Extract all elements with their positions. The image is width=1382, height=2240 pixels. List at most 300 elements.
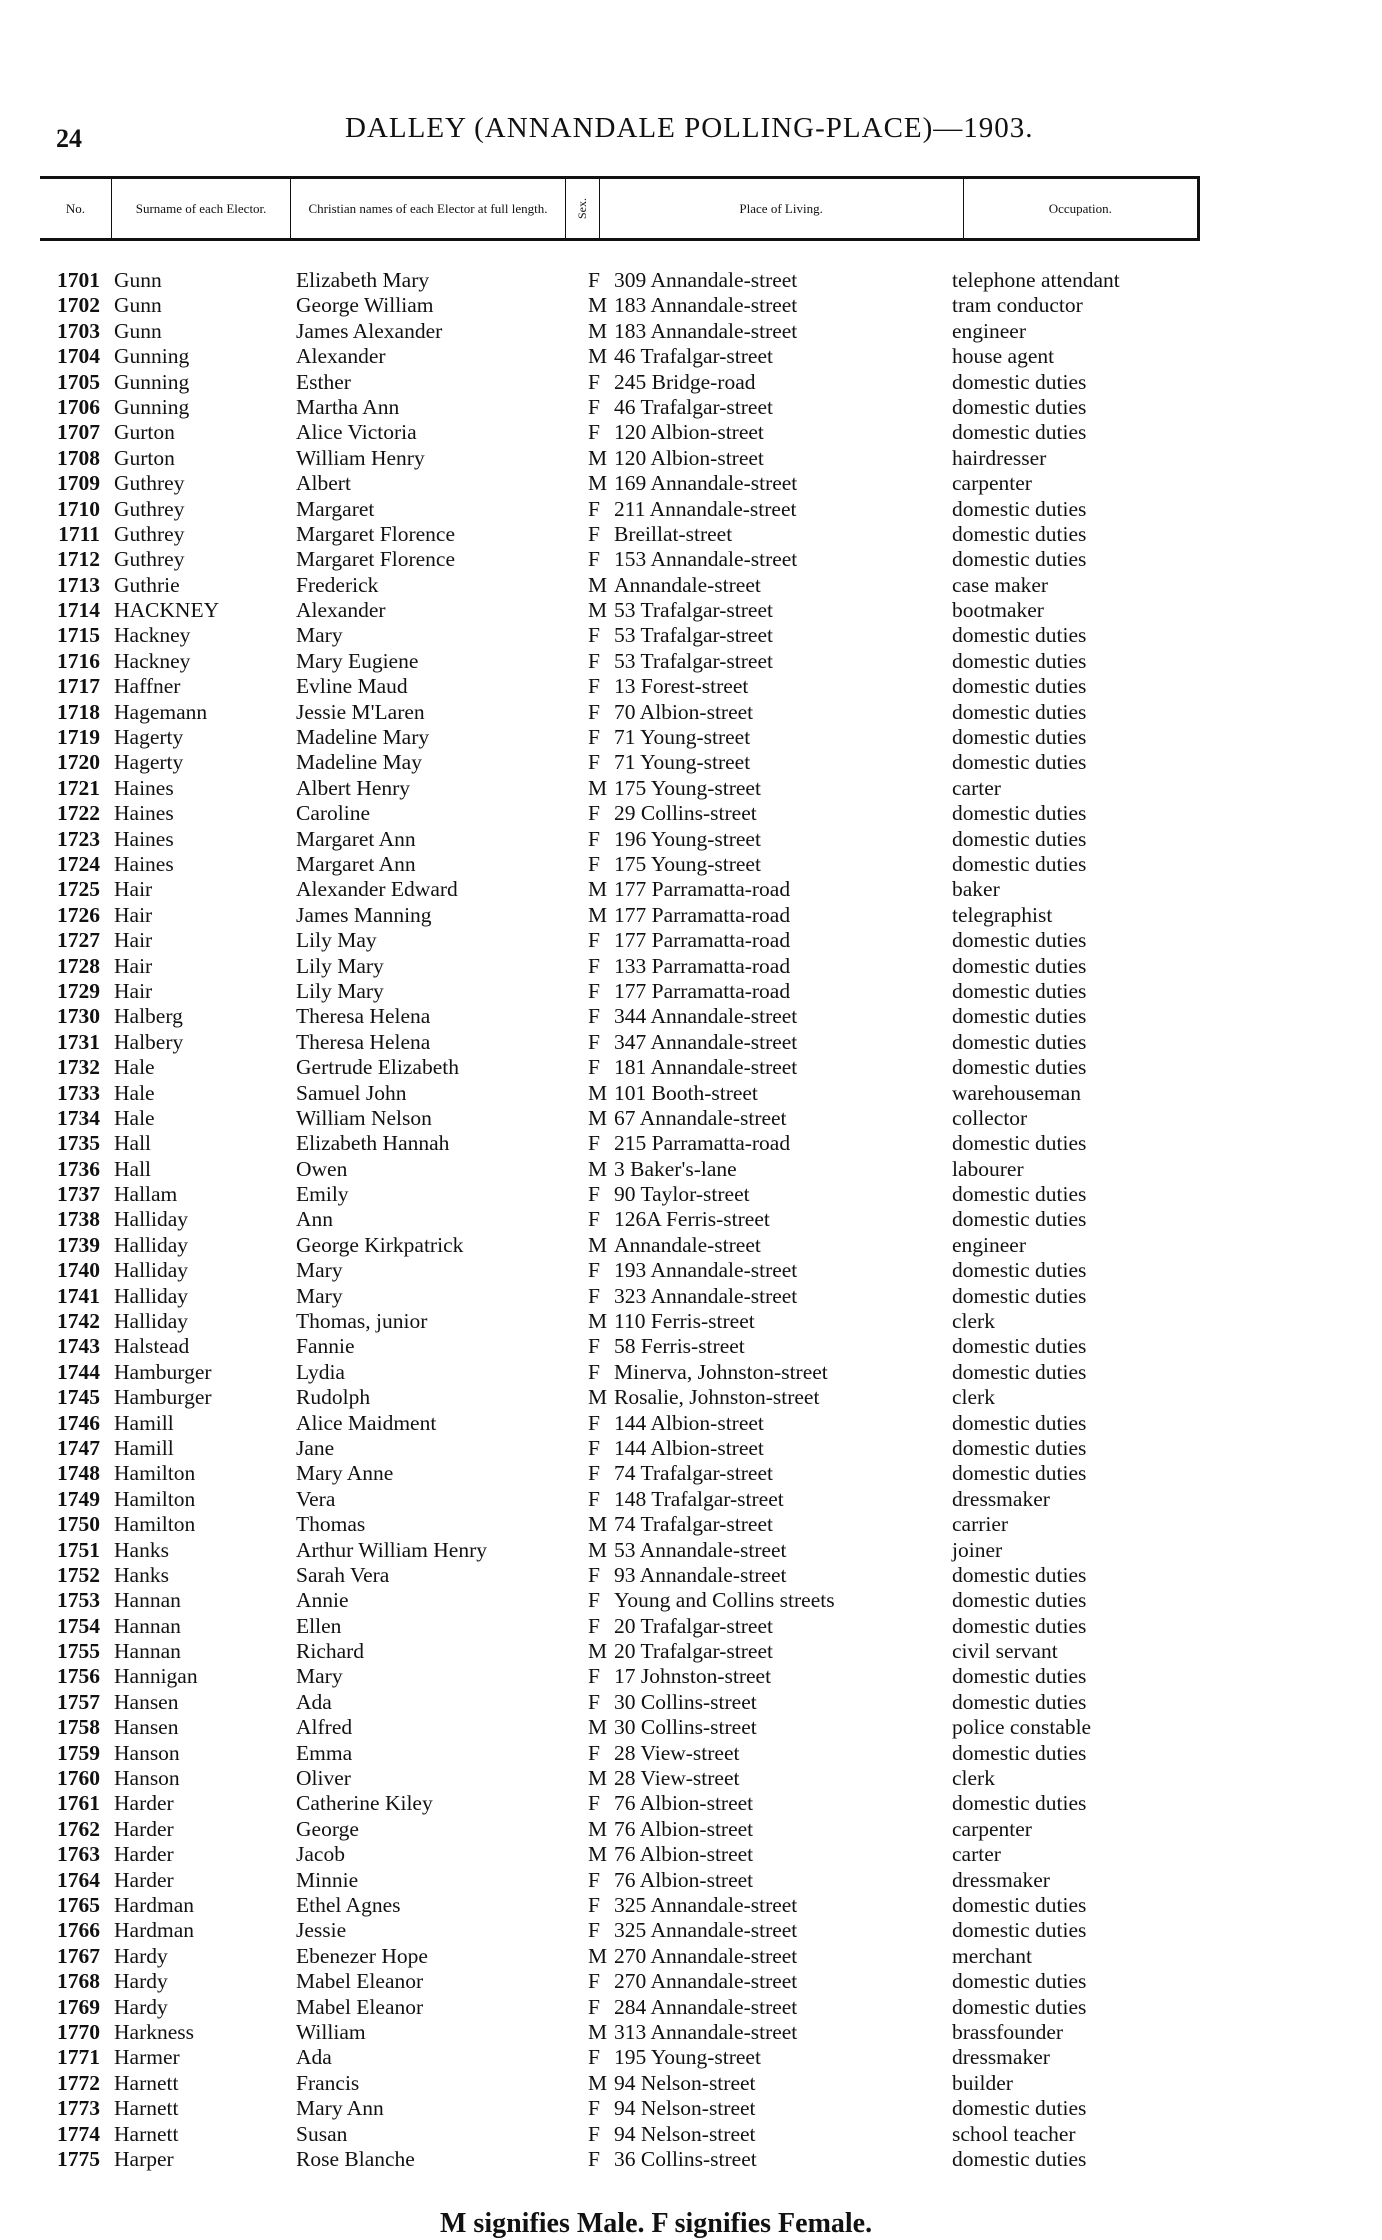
- elector-number: 1707: [57, 420, 100, 445]
- elector-christian-names: Jessie: [296, 1918, 347, 1943]
- elector-number: 1731: [57, 1029, 100, 1054]
- elector-surname: Hannan: [114, 1588, 181, 1613]
- elector-surname: Hall: [114, 1131, 152, 1156]
- elector-surname: Halberg: [114, 1004, 183, 1029]
- elector-sex: F: [588, 1664, 600, 1689]
- elector-surname: Hanson: [114, 1766, 180, 1791]
- elector-surname: Gunn: [114, 293, 162, 318]
- elector-number: 1765: [57, 1893, 100, 1917]
- elector-surname: Hanson: [114, 1740, 180, 1765]
- table-row: [0, 370, 1382, 395]
- elector-occupation: domestic duties: [952, 496, 1087, 521]
- table-row: [0, 1233, 1382, 1258]
- elector-sex: F: [588, 1410, 600, 1435]
- elector-place: 177 Parramatta-road: [614, 902, 791, 927]
- elector-surname: Hackney: [114, 648, 191, 673]
- elector-christian-names: Margaret Florence: [296, 521, 455, 546]
- elector-christian-names: Emily: [296, 1182, 349, 1207]
- elector-number: 1714: [57, 598, 100, 623]
- elector-number: 1761: [57, 1791, 100, 1816]
- elector-number: 1728: [57, 953, 100, 978]
- elector-sex: M: [588, 293, 608, 318]
- elector-occupation: dressmaker: [952, 1867, 1050, 1892]
- elector-surname: Guthrey: [114, 471, 185, 496]
- elector-sex: M: [588, 1537, 608, 1562]
- elector-occupation: labourer: [952, 1156, 1024, 1181]
- elector-surname: Hagemann: [114, 699, 208, 724]
- elector-number: 1749: [57, 1486, 100, 1511]
- table-row: [0, 1842, 1382, 1867]
- table-row: [0, 547, 1382, 572]
- elector-place: 20 Trafalgar-street: [614, 1639, 773, 1664]
- elector-surname: Halliday: [114, 1232, 189, 1257]
- table-row: [0, 1487, 1382, 1512]
- elector-place: 94 Nelson-street: [614, 2070, 756, 2095]
- elector-number: 1756: [57, 1664, 100, 1689]
- elector-number: 1774: [57, 2121, 100, 2146]
- elector-number: 1741: [57, 1283, 100, 1308]
- elector-number: 1767: [57, 1943, 100, 1968]
- elector-sex: M: [588, 1385, 608, 1410]
- elector-christian-names: James Alexander: [296, 318, 443, 343]
- elector-occupation: domestic duties: [952, 725, 1087, 750]
- table-row: [0, 700, 1382, 725]
- elector-sex: F: [588, 851, 600, 876]
- elector-number: 1703: [57, 318, 100, 343]
- elector-occupation: domestic duties: [952, 978, 1087, 1003]
- elector-number: 1745: [57, 1385, 100, 1410]
- elector-christian-names: Francis: [296, 2070, 360, 2095]
- elector-sex: F: [588, 394, 600, 419]
- elector-sex: F: [588, 750, 600, 775]
- elector-place: 71 Young-street: [614, 750, 751, 775]
- elector-place: 313 Annandale-street: [614, 2019, 798, 2044]
- elector-number: 1772: [57, 2070, 100, 2095]
- elector-christian-names: Arthur William Henry: [296, 1537, 488, 1562]
- elector-place: 144 Albion-street: [614, 1410, 764, 1435]
- elector-sex: M: [588, 1232, 608, 1257]
- elector-christian-names: Gertrude Elizabeth: [296, 1055, 459, 1080]
- table-row: [0, 1944, 1382, 1969]
- table-row: [0, 2045, 1382, 2070]
- elector-number: 1711: [58, 521, 100, 546]
- elector-occupation: telegraphist: [952, 902, 1053, 927]
- elector-number: 1735: [57, 1131, 100, 1156]
- elector-surname: Hansen: [114, 1689, 179, 1714]
- elector-occupation: domestic duties: [952, 826, 1087, 851]
- elector-place: 347 Annandale-street: [614, 1029, 798, 1054]
- table-row: [0, 1563, 1382, 1588]
- elector-number: 1759: [57, 1740, 100, 1765]
- elector-place: 74 Trafalgar-street: [614, 1461, 773, 1486]
- elector-place: 74 Trafalgar-street: [614, 1512, 773, 1537]
- elector-occupation: domestic duties: [952, 1689, 1087, 1714]
- table-row: [0, 725, 1382, 750]
- elector-sex: M: [588, 1512, 608, 1537]
- table-row: [0, 1868, 1382, 1893]
- header-sex-label: Sex.: [574, 198, 589, 219]
- elector-occupation: domestic duties: [952, 1893, 1087, 1917]
- elector-occupation: carter: [952, 775, 1001, 800]
- elector-place: 169 Annandale-street: [614, 471, 798, 496]
- elector-sex: M: [588, 572, 608, 597]
- elector-occupation: engineer: [952, 318, 1027, 343]
- elector-number: 1727: [57, 928, 100, 953]
- elector-number: 1750: [57, 1512, 100, 1537]
- elector-number: 1770: [57, 2019, 100, 2044]
- elector-place: 215 Parramatta-road: [614, 1131, 791, 1156]
- elector-surname: Hardy: [114, 1969, 168, 1994]
- elector-number: 1708: [57, 445, 100, 470]
- elector-occupation: domestic duties: [952, 1207, 1087, 1232]
- elector-sex: M: [588, 471, 608, 496]
- header-christian-names: Christian names of each Elector at full length.: [291, 179, 565, 238]
- elector-surname: Hardman: [114, 1893, 194, 1917]
- elector-sex: M: [588, 1943, 608, 1968]
- elector-number: 1710: [57, 496, 100, 521]
- elector-christian-names: Frederick: [296, 572, 379, 597]
- header-sex: [566, 179, 600, 238]
- elector-occupation: domestic duties: [952, 369, 1087, 394]
- elector-place: 36 Collins-street: [614, 2146, 757, 2171]
- elector-place: 3 Baker's-lane: [614, 1156, 737, 1181]
- elector-sex: M: [588, 1080, 608, 1105]
- elector-christian-names: James Manning: [296, 902, 432, 927]
- elector-sex: F: [588, 2045, 600, 2070]
- elector-place: Young and Collins streets: [614, 1588, 835, 1613]
- elector-christian-names: Elizabeth Mary: [296, 268, 430, 292]
- elector-sex: M: [588, 1156, 608, 1181]
- table-row: [0, 801, 1382, 826]
- elector-surname: Haines: [114, 775, 174, 800]
- elector-sex: F: [588, 623, 600, 648]
- elector-place: 93 Annandale-street: [614, 1562, 787, 1587]
- elector-christian-names: Madeline May: [296, 750, 422, 775]
- elector-surname: Gurton: [114, 420, 175, 445]
- elector-number: 1773: [57, 2096, 100, 2121]
- elector-number: 1726: [57, 902, 100, 927]
- elector-surname: Harkness: [114, 2019, 195, 2044]
- elector-sex: F: [588, 521, 600, 546]
- elector-place: 196 Young-street: [614, 826, 761, 851]
- elector-sex: F: [588, 1969, 600, 1994]
- elector-place: 175 Young-street: [614, 851, 761, 876]
- elector-place: 30 Collins-street: [614, 1715, 757, 1740]
- table-row: [0, 319, 1382, 344]
- elector-christian-names: Albert: [296, 471, 351, 496]
- elector-number: 1744: [57, 1359, 100, 1384]
- elector-surname: Hair: [114, 953, 153, 978]
- page-title: DALLEY (ANNANDALE POLLING-PLACE)—1903.: [345, 112, 1034, 144]
- elector-christian-names: Rudolph: [296, 1385, 371, 1410]
- elector-sex: M: [588, 1816, 608, 1841]
- elector-number: 1738: [57, 1207, 100, 1232]
- elector-place: 53 Trafalgar-street: [614, 598, 773, 623]
- elector-christian-names: Oliver: [296, 1766, 351, 1791]
- elector-christian-names: Owen: [296, 1156, 348, 1181]
- elector-sex: M: [588, 1766, 608, 1791]
- elector-christian-names: Alice Maidment: [296, 1410, 437, 1435]
- elector-christian-names: Thomas: [296, 1512, 366, 1537]
- elector-sex: M: [588, 1639, 608, 1664]
- elector-christian-names: George: [296, 1816, 359, 1841]
- header-no: No.: [40, 179, 112, 238]
- elector-place: 46 Trafalgar-street: [614, 394, 773, 419]
- table-row: [0, 1538, 1382, 1563]
- elector-surname: Hamill: [114, 1435, 174, 1460]
- table-row: [0, 674, 1382, 699]
- page-number: 24: [56, 124, 82, 153]
- elector-number: 1746: [57, 1410, 100, 1435]
- elector-occupation: case maker: [952, 572, 1049, 597]
- elector-occupation: domestic duties: [952, 1664, 1087, 1689]
- elector-occupation: carter: [952, 1842, 1001, 1867]
- elector-place: 133 Parramatta-road: [614, 953, 791, 978]
- elector-sex: F: [588, 1258, 600, 1283]
- elector-surname: Hale: [114, 1080, 155, 1105]
- table-row: [0, 979, 1382, 1004]
- elector-sex: F: [588, 1359, 600, 1384]
- elector-sex: F: [588, 1029, 600, 1054]
- elector-christian-names: Catherine Kiley: [296, 1791, 433, 1816]
- elector-place: 177 Parramatta-road: [614, 877, 791, 902]
- table-row: [0, 1741, 1382, 1766]
- table-row: [0, 446, 1382, 471]
- elector-place: 28 View-street: [614, 1766, 740, 1791]
- elector-number: 1742: [57, 1309, 100, 1334]
- elector-occupation: carrier: [952, 1512, 1009, 1537]
- elector-occupation: domestic duties: [952, 674, 1087, 699]
- elector-surname: Halliday: [114, 1309, 189, 1334]
- elector-surname: Hanks: [114, 1537, 169, 1562]
- elector-sex: M: [588, 344, 608, 369]
- elector-number: 1705: [57, 369, 100, 394]
- elector-occupation: domestic duties: [952, 1969, 1087, 1994]
- table-row: [0, 877, 1382, 902]
- elector-christian-names: Mary Anne: [296, 1461, 394, 1486]
- elector-number: 1751: [57, 1537, 100, 1562]
- elector-surname: Hamill: [114, 1410, 174, 1435]
- elector-surname: Hamilton: [114, 1486, 196, 1511]
- elector-number: 1747: [57, 1435, 100, 1460]
- elector-place: 29 Collins-street: [614, 801, 757, 826]
- table-row: [0, 1436, 1382, 1461]
- table-row: [0, 522, 1382, 547]
- elector-christian-names: Theresa Helena: [296, 1029, 431, 1054]
- elector-sex: F: [588, 1283, 600, 1308]
- elector-number: 1718: [57, 699, 100, 724]
- elector-christian-names: William: [296, 2019, 366, 2044]
- elector-sex: M: [588, 2019, 608, 2044]
- elector-occupation: domestic duties: [952, 1283, 1087, 1308]
- elector-place: 126A Ferris-street: [614, 1207, 770, 1232]
- elector-surname: Halliday: [114, 1283, 189, 1308]
- elector-occupation: police constable: [952, 1715, 1092, 1740]
- elector-place: 94 Nelson-street: [614, 2121, 756, 2146]
- elector-occupation: domestic duties: [952, 1740, 1087, 1765]
- elector-place: 344 Annandale-street: [614, 1004, 798, 1029]
- elector-surname: Hanks: [114, 1562, 169, 1587]
- table-row: [0, 1004, 1382, 1029]
- table-row: [0, 1588, 1382, 1613]
- elector-surname: Hannigan: [114, 1664, 198, 1689]
- table-row: [0, 1614, 1382, 1639]
- elector-place: 120 Albion-street: [614, 420, 764, 445]
- elector-place: 67 Annandale-street: [614, 1105, 787, 1130]
- elector-surname: Hardman: [114, 1918, 194, 1943]
- table-row: [0, 852, 1382, 877]
- elector-occupation: builder: [952, 2070, 1013, 2095]
- elector-sex: M: [588, 445, 608, 470]
- elector-number: 1722: [57, 801, 100, 826]
- table-row: [0, 1461, 1382, 1486]
- table-row: [0, 1182, 1382, 1207]
- elector-christian-names: Alfred: [296, 1715, 353, 1740]
- elector-surname: Gunning: [114, 394, 190, 419]
- table-row: [0, 1207, 1382, 1232]
- elector-place: 53 Trafalgar-street: [614, 623, 773, 648]
- elector-occupation: domestic duties: [952, 648, 1087, 673]
- elector-sex: F: [588, 1207, 600, 1232]
- elector-place: 94 Nelson-street: [614, 2096, 756, 2121]
- elector-number: 1704: [57, 344, 100, 369]
- elector-place: 175 Young-street: [614, 775, 761, 800]
- elector-surname: Guthrey: [114, 496, 185, 521]
- elector-occupation: domestic duties: [952, 1131, 1087, 1156]
- elector-sex: F: [588, 826, 600, 851]
- table-row: [0, 1715, 1382, 1740]
- elector-occupation: dressmaker: [952, 1486, 1050, 1511]
- elector-surname: Hannan: [114, 1613, 181, 1638]
- elector-occupation: collector: [952, 1105, 1028, 1130]
- elector-sex: F: [588, 547, 600, 572]
- elector-sex: F: [588, 496, 600, 521]
- elector-place: 325 Annandale-street: [614, 1893, 798, 1917]
- elector-christian-names: Margaret Ann: [296, 851, 416, 876]
- elector-surname: HACKNEY: [114, 598, 220, 623]
- elector-place: Annandale-street: [614, 572, 761, 597]
- elector-occupation: tram conductor: [952, 293, 1083, 318]
- elector-occupation: domestic duties: [952, 1918, 1087, 1943]
- elector-occupation: domestic duties: [952, 851, 1087, 876]
- table-row: [0, 928, 1382, 953]
- elector-sex: F: [588, 1055, 600, 1080]
- elector-occupation: domestic duties: [952, 623, 1087, 648]
- elector-christian-names: Jessie M'Laren: [296, 699, 425, 724]
- table-row: [0, 1309, 1382, 1334]
- elector-sex: M: [588, 318, 608, 343]
- elector-sex: F: [588, 1486, 600, 1511]
- elector-place: 76 Albion-street: [614, 1842, 754, 1867]
- table-row: [0, 623, 1382, 648]
- elector-christian-names: Rose Blanche: [296, 2146, 415, 2171]
- elector-place: 53 Annandale-street: [614, 1537, 787, 1562]
- table-row: [0, 2020, 1382, 2045]
- elector-sex: F: [588, 2146, 600, 2171]
- elector-place: 120 Albion-street: [614, 445, 764, 470]
- elector-surname: Hagerty: [114, 725, 184, 750]
- elector-surname: Haffner: [114, 674, 181, 699]
- elector-christian-names: Lily Mary: [296, 953, 384, 978]
- elector-sex: F: [588, 2121, 600, 2146]
- elector-occupation: domestic duties: [952, 420, 1087, 445]
- elector-occupation: domestic duties: [952, 1588, 1087, 1613]
- elector-surname: Hair: [114, 928, 153, 953]
- elector-number: 1702: [57, 293, 100, 318]
- elector-sex: F: [588, 1867, 600, 1892]
- elector-occupation: house agent: [952, 344, 1055, 369]
- elector-sex: F: [588, 1562, 600, 1587]
- elector-occupation: domestic duties: [952, 1258, 1087, 1283]
- table-row: [0, 1918, 1382, 1943]
- elector-surname: Harnett: [114, 2070, 179, 2095]
- elector-number: 1732: [57, 1055, 100, 1080]
- elector-place: 270 Annandale-street: [614, 1969, 798, 1994]
- elector-number: 1757: [57, 1689, 100, 1714]
- elector-sex: F: [588, 1435, 600, 1460]
- elector-occupation: domestic duties: [952, 547, 1087, 572]
- elector-occupation: domestic duties: [952, 1029, 1087, 1054]
- elector-place: 144 Albion-street: [614, 1435, 764, 1460]
- elector-occupation: clerk: [952, 1385, 995, 1410]
- table-row: [0, 1995, 1382, 2020]
- table-row: [0, 954, 1382, 979]
- table-row: [0, 2096, 1382, 2121]
- elector-sex: F: [588, 978, 600, 1003]
- elector-occupation: merchant: [952, 1943, 1032, 1968]
- elector-sex: F: [588, 268, 600, 292]
- elector-number: 1723: [57, 826, 100, 851]
- elector-occupation: civil servant: [952, 1639, 1058, 1664]
- elector-place: 53 Trafalgar-street: [614, 648, 773, 673]
- elector-surname: Guthrey: [114, 521, 185, 546]
- table-row: [0, 1690, 1382, 1715]
- elector-surname: Hannan: [114, 1639, 181, 1664]
- elector-sex: F: [588, 1994, 600, 2019]
- elector-sex: F: [588, 1334, 600, 1359]
- elector-number: 1739: [57, 1232, 100, 1257]
- elector-sex: F: [588, 1893, 600, 1917]
- elector-place: 193 Annandale-street: [614, 1258, 798, 1283]
- elector-christian-names: Susan: [296, 2121, 348, 2146]
- elector-number: 1729: [57, 978, 100, 1003]
- elector-sex: F: [588, 1131, 600, 1156]
- table-row: [0, 1766, 1382, 1791]
- table-row: [0, 1081, 1382, 1106]
- elector-occupation: domestic duties: [952, 1359, 1087, 1384]
- elector-place: 90 Taylor-street: [614, 1182, 750, 1207]
- elector-place: 76 Albion-street: [614, 1791, 754, 1816]
- sex-legend: M signifies Male. F signifies Female.: [440, 2208, 873, 2239]
- elector-occupation: domestic duties: [952, 394, 1087, 419]
- elector-surname: Hair: [114, 902, 153, 927]
- elector-surname: Haines: [114, 801, 174, 826]
- elector-place: 71 Young-street: [614, 725, 751, 750]
- elector-sex: F: [588, 369, 600, 394]
- elector-surname: Halliday: [114, 1258, 189, 1283]
- elector-christian-names: Mabel Eleanor: [296, 1994, 424, 2019]
- table-row: [0, 1334, 1382, 1359]
- table-row: [0, 1360, 1382, 1385]
- elector-surname: Harnett: [114, 2121, 179, 2146]
- elector-christian-names: Ada: [296, 1689, 332, 1714]
- elector-christian-names: Mary: [296, 1664, 343, 1689]
- elector-occupation: domestic duties: [952, 1562, 1087, 1587]
- elector-christian-names: Samuel John: [296, 1080, 407, 1105]
- elector-sex: M: [588, 598, 608, 623]
- table-row: [0, 344, 1382, 369]
- elector-list: [0, 268, 1382, 2172]
